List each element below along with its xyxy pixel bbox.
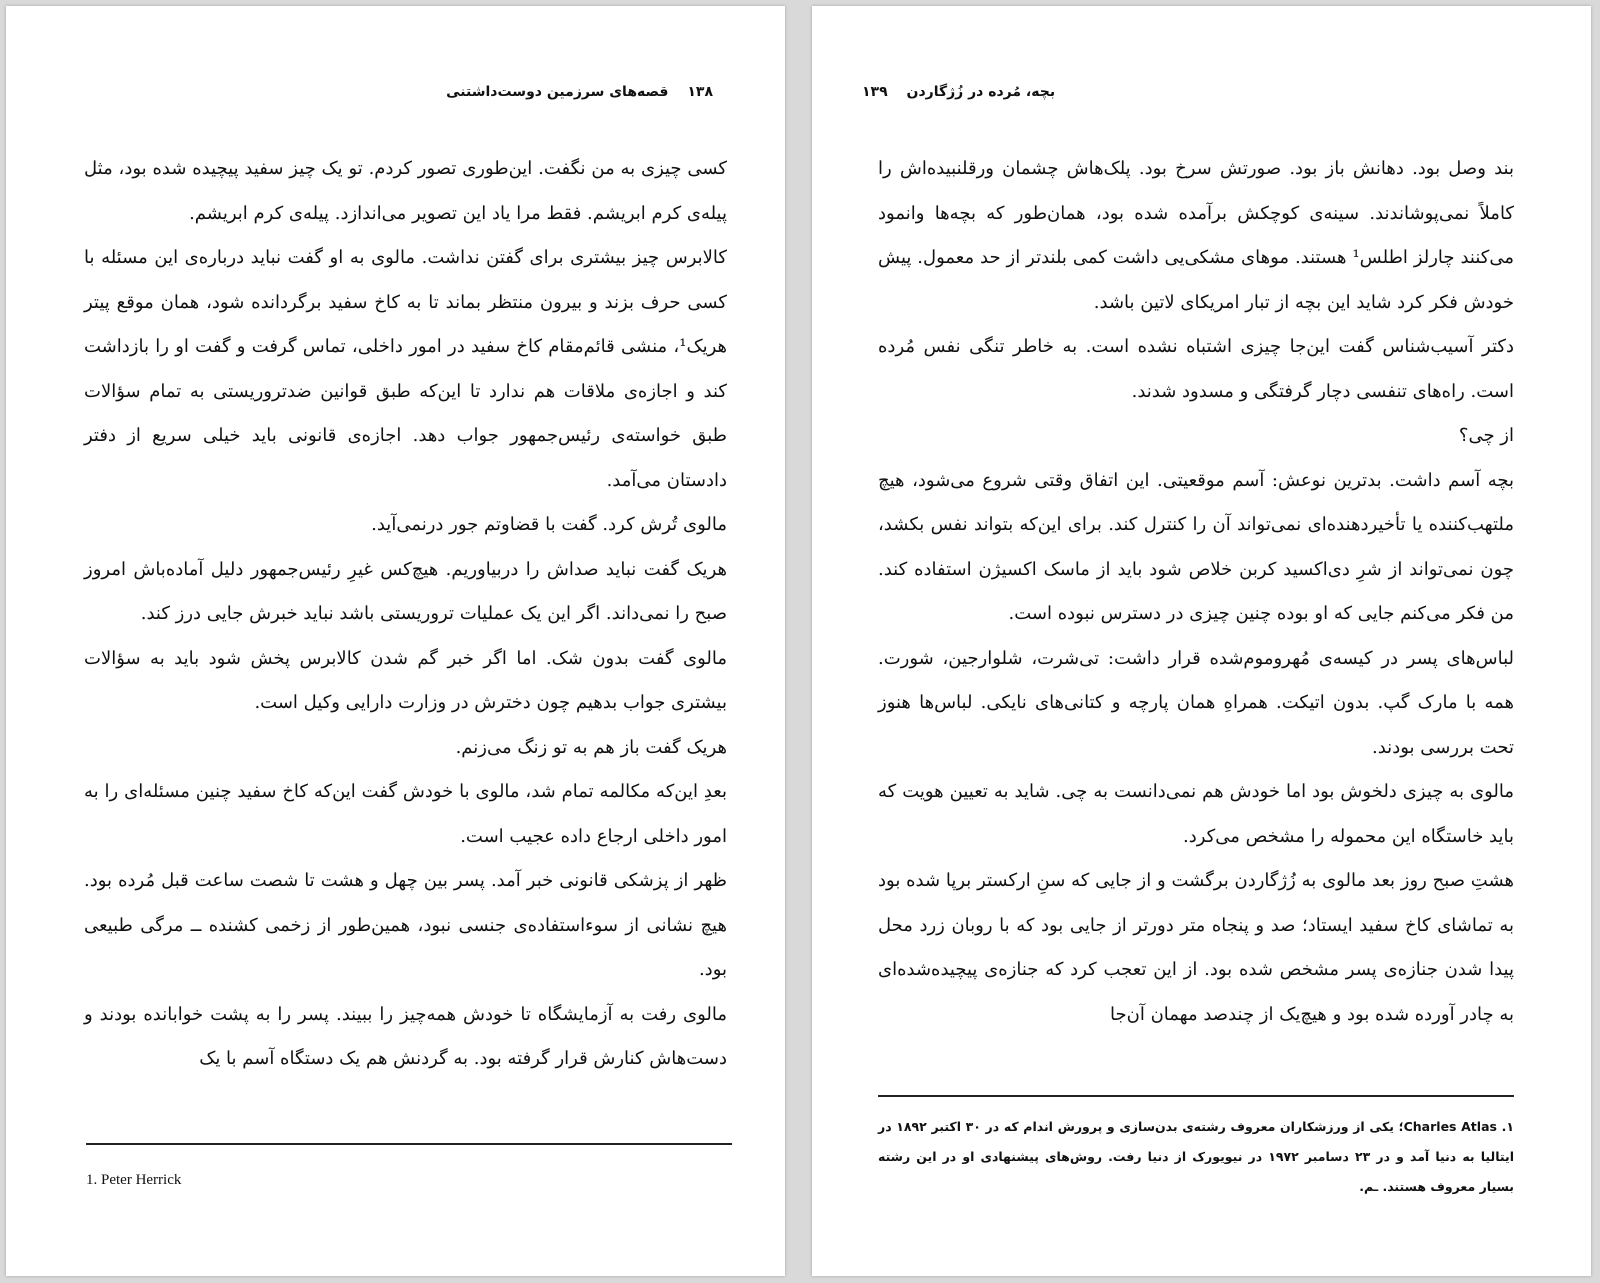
paragraph: هریک گفت نباید صداش را دربیاوریم. هیچ‌کس غیرِ رئیس‌جمهور دلیل آماده‌باش امروز صبح را نمی‌داند. اگر این یک عملیات تروریستی باشد نباید خبرش جایی درز کند. xyxy=(84,558,727,624)
paragraph: کسی چیزی به من نگفت. این‌طوری تصور کردم. تو یک چیز سفید پیچیده شده بود، مثل پیله‌ی کرم ابریشم. فقط مرا یاد این تصویر می‌اندازد. پیله‌ی کرم ابریشم. xyxy=(84,158,727,224)
paragraph: مالوی رفت به آزمایشگاه تا خودش همه‌چیز را ببیند. پسر را به پشت خوابانده بودند و دست‌هاش کنارش قرار گرفته بود. به گردنش هم یک دستگاه آسم با یک xyxy=(84,1003,727,1069)
footnote-divider xyxy=(878,1095,1514,1097)
footnote-divider xyxy=(86,1143,732,1145)
running-title: بچه، مُرده در زُژگاردن xyxy=(906,84,1056,100)
paragraph: لباس‌های پسر در کیسه‌ی مُهروموم‌شده قرار داشت: تی‌شرت، شلوارجین، شورت. همه با مارک گپ. بدون اتیکت. همراهِ همان پارچه و کتانی‌های نایکی. لباس‌ها هنوز تحت بررسی بودند. xyxy=(878,647,1514,758)
paragraph: بچه آسم داشت. بدترین نوعش: آسم موقعیتی. این اتفاق وقتی شروع می‌شود، هیچ ملتهب‌کننده یا تأخیردهنده‌ای نمی‌تواند آن را کنترل کند. برای این‌که بتواند نفس بکشد، چون نمی‌تواند از شرِ دی‌اکسید کربن خلاص شود باید از ماسک اکسیژن استفاده کند. من فکر می‌کنم جایی که او بوده چنین چیزی در دسترس نبوده است. xyxy=(878,469,1514,624)
footnote: ۱. Charles Atlas؛ یکی از ورزشکاران معروف رشته‌ی بدن‌سازی و پرورش اندام که در ۳۰ اکتبر ۱۸۹۲ در ایتالیا به دنیا آمد و در ۲۳ دسامبر ۱۹۷۲ در نیویورک از دنیا رفت. روش‌های پیشنهادی او در این رشته بسیار معروف هستند. ـم. xyxy=(878,1119,1514,1194)
page-header xyxy=(446,84,713,100)
paragraph: هشتِ صبح روز بعد مالوی به زُژگاردن برگشت و از جایی که سنِ ارکستر برپا شده بود به تماشای کاخ سفید ایستاد؛ صد و پنجاه متر دورتر از جایی بود که با روبان زرد محل پیدا شدن جنازه‌ی پسر مشخص شده بود. از این تعجب کرد که جنازه‌ی پیچیده‌شده‌ای به چادر آورده شده بود و هیچ‌یک از چندصد مهمان آن‌جا xyxy=(878,870,1514,1025)
paragraph: مالوی به چیزی دلخوش بود اما خودش هم نمی‌دانست به چی. شاید به تعیین هویت که باید خاستگاه این محموله را مشخص می‌کرد. xyxy=(878,781,1514,847)
page-header xyxy=(862,84,1055,100)
paragraph: کالابرس چیز بیشتری برای گفتن نداشت. مالوی به او گفت نباید درباره‌ی این مسئله با کسی حرف بزند و بیرون منتظر بماند تا به کاخ سفید برگردانده شود، همان موقع پیتر هریک¹، منشی قائم‌مقام کاخ سفید در امور داخلی، تماس گرفت و گفت او را بازداشت کند و اجازه‌ی ملاقات هم ندارد تا این‌که طبق قوانین ضدتروریستی به تمام سؤالات طبق خواسته‌ی رئیس‌جمهور جواب دهد. اجازه‌ی قانونی باید خیلی سریع از دفتر دادستان می‌آمد. xyxy=(84,247,727,491)
paragraph: ظهر از پزشکی قانونی خبر آمد. پسر بین چهل و هشت تا شصت ساعت قبل مُرده بود. هیچ نشانی از سوءاستفاده‌ی جنسی نبود، همین‌طور از زخمی کشنده ــ مرگی طبیعی بود. xyxy=(84,870,727,980)
left-page xyxy=(6,6,785,1276)
paragraph: هریک گفت باز هم به تو زنگ می‌زنم. xyxy=(455,736,727,758)
footnote: 1. Peter Herrick xyxy=(86,1172,182,1188)
running-title: قصه‌های سرزمین دوست‌داشتنی xyxy=(446,84,669,100)
body-text xyxy=(878,147,1514,1037)
paragraph: از چی؟ xyxy=(1458,425,1514,446)
right-page xyxy=(812,6,1591,1276)
paragraph: دکتر آسیب‌شناس گفت این‌جا چیزی اشتباه نشده است. به خاطر تنگی نفس مُرده است. راه‌های تنفسی دچار گرفتگی و مسدود شدند. xyxy=(878,336,1514,402)
paragraph: مالوی تُرش کرد. گفت با قضاوتم جور درنمی‌آید. xyxy=(371,514,727,535)
paragraph: بعدِ این‌که مکالمه تمام شد، مالوی با خودش گفت این‌که کاخ سفید چنین مسئله‌ای را به امور داخلی ارجاع داده عجیب است. xyxy=(84,781,727,847)
paragraph: مالوی گفت بدون شک. اما اگر خبر گم شدن کالابرس پخش شود باید به سؤالات بیشتری جواب بدهیم چون دخترش در وزارت دارایی وکیل است. xyxy=(84,647,727,713)
paragraph: بند وصل بود. دهانش باز بود. صورتش سرخ بود. پلک‌هاش چشمان ورقلنبیده‌اش را کاملاً نمی‌پوشاندند. سینه‌ی کوچکش برآمده شده بود، همان‌طور که بچه‌ها وانمود می‌کنند چارلز اطلس¹ هستند. موهای مشکی‌یی داشت کمی بلندتر از حد معمول. پیش خودش فکر کرد شاید این بچه از تبار امریکای لاتین باشد. xyxy=(878,158,1514,313)
body-text xyxy=(84,147,727,1082)
page-number: ۱۳۸ xyxy=(687,84,713,100)
page-number: ۱۳۹ xyxy=(862,84,888,100)
